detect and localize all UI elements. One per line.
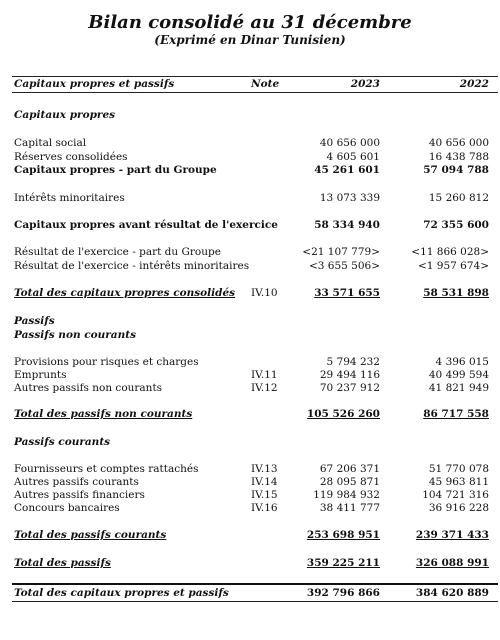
table-row	[0, 137, 500, 150]
row-label: Total des capitaux propres et passifs	[14, 587, 229, 599]
row-value-2022: 15 260 812	[428, 192, 489, 204]
table-row	[0, 502, 500, 515]
row-note: IV.12	[251, 382, 278, 394]
table-row	[0, 476, 500, 489]
row-value-2022: 239 371 433	[415, 529, 489, 541]
row-value-2022: 57 094 788	[423, 164, 489, 176]
table-row	[0, 489, 500, 502]
row-value-2022: 40 656 000	[428, 137, 489, 149]
row-note: IV.13	[251, 463, 278, 475]
document-subtitle: (Exprimé en Dinar Tunisien)	[154, 33, 346, 47]
table-row	[0, 260, 500, 273]
row-value-2022: 40 499 594	[428, 369, 489, 381]
section-label: Passifs	[14, 315, 55, 327]
row-label: Intérêts minoritaires	[14, 192, 125, 204]
header-2023: 2023	[350, 78, 380, 90]
table-row	[0, 164, 500, 177]
row-note: IV.16	[251, 502, 278, 514]
row-value-2023: 28 095 871	[319, 476, 380, 488]
grand-total-top-rule	[12, 583, 498, 585]
row-label: Résultat de l'exercice - intérêts minoritaires	[14, 260, 250, 272]
row-label: Fournisseurs et comptes rattachés	[14, 463, 199, 475]
table-row	[0, 463, 500, 476]
row-note: IV.11	[251, 369, 278, 381]
row-label: Emprunts	[14, 369, 67, 381]
row-note: IV.10	[251, 287, 278, 299]
table-row-total	[0, 287, 500, 300]
section-passifs-courants	[0, 436, 500, 449]
row-value-2022: 51 770 078	[428, 463, 489, 475]
table-row	[0, 356, 500, 369]
row-value-2023: 45 261 601	[314, 164, 380, 176]
row-value-2022: 384 620 889	[415, 587, 489, 599]
row-value-2022: 86 717 558	[423, 408, 489, 420]
section-passifs	[0, 315, 500, 328]
header-top-rule	[12, 76, 498, 77]
row-label: Réserves consolidées	[14, 151, 128, 163]
row-value-2022: 16 438 788	[428, 151, 489, 163]
section-label: Passifs courants	[14, 436, 111, 448]
table-header	[0, 78, 500, 91]
row-value-2022: 58 531 898	[423, 287, 489, 299]
row-label: Total des passifs	[14, 557, 111, 569]
table-row	[0, 219, 500, 232]
row-value-2022: 36 916 228	[428, 502, 489, 514]
row-label: Autres passifs financiers	[14, 489, 145, 501]
table-row	[0, 382, 500, 395]
row-label: Total des passifs courants	[14, 529, 167, 541]
header-bottom-rule	[12, 92, 498, 93]
row-value-2022: 326 088 991	[415, 557, 489, 569]
header-label: Capitaux propres et passifs	[14, 78, 175, 90]
row-label: Capitaux propres - part du Groupe	[14, 164, 217, 176]
row-value-2023: <3 655 506>	[308, 260, 380, 272]
row-label: Capital social	[14, 137, 87, 149]
table-row-grand-total	[0, 587, 500, 600]
row-value-2022: 45 963 811	[428, 476, 489, 488]
table-row-total	[0, 529, 500, 542]
row-value-2023: 359 225 211	[306, 557, 380, 569]
row-value-2023: 38 411 777	[319, 502, 380, 514]
row-value-2023: <21 107 779>	[302, 246, 380, 258]
row-value-2023: 29 494 116	[319, 369, 380, 381]
row-label: Total des passifs non courants	[14, 408, 193, 420]
row-value-2023: 40 656 000	[319, 137, 380, 149]
row-label: Capitaux propres avant résultat de l'exercice	[14, 219, 278, 231]
row-value-2022: <11 866 028>	[411, 246, 489, 258]
row-value-2023: 119 984 932	[313, 489, 380, 501]
row-label: Total des capitaux propres consolidés	[14, 287, 236, 299]
row-label: Provisions pour risques et charges	[14, 356, 199, 368]
row-value-2023: 5 794 232	[326, 356, 380, 368]
row-value-2022: 4 396 015	[435, 356, 489, 368]
table-row	[0, 192, 500, 205]
row-value-2022: 41 821 949	[428, 382, 489, 394]
table-row	[0, 151, 500, 164]
row-value-2023: 70 237 912	[319, 382, 380, 394]
section-label: Capitaux propres	[14, 109, 116, 121]
row-value-2023: 392 796 866	[306, 587, 380, 599]
row-value-2023: 4 605 601	[326, 151, 380, 163]
row-note: IV.15	[251, 489, 278, 501]
section-label: Passifs non courants	[14, 329, 137, 341]
row-value-2023: 253 698 951	[306, 529, 380, 541]
section-capitaux-propres	[0, 109, 500, 122]
table-row	[0, 369, 500, 382]
row-value-2023: 33 571 655	[314, 287, 380, 299]
row-value-2023: 58 334 940	[314, 219, 380, 231]
row-value-2023: 13 073 339	[319, 192, 380, 204]
row-value-2023: 67 206 371	[319, 463, 380, 475]
row-label: Autres passifs courants	[14, 476, 139, 488]
header-2022: 2022	[459, 78, 489, 90]
row-value-2022: <1 957 674>	[417, 260, 489, 272]
row-note: IV.14	[251, 476, 278, 488]
table-row	[0, 246, 500, 259]
table-row-total	[0, 557, 500, 570]
grand-total-bottom-rule	[12, 601, 498, 602]
row-value-2022: 104 721 316	[422, 489, 489, 501]
table-row-total	[0, 408, 500, 421]
row-value-2022: 72 355 600	[423, 219, 489, 231]
section-passifs-non-courants	[0, 329, 500, 342]
header-note: Note	[251, 78, 280, 90]
document-title: Bilan consolidé au 31 décembre	[88, 12, 412, 33]
row-value-2023: 105 526 260	[306, 408, 380, 420]
row-label: Résultat de l'exercice - part du Groupe	[14, 246, 221, 258]
row-label: Autres passifs non courants	[14, 382, 163, 394]
row-label: Concours bancaires	[14, 502, 120, 514]
